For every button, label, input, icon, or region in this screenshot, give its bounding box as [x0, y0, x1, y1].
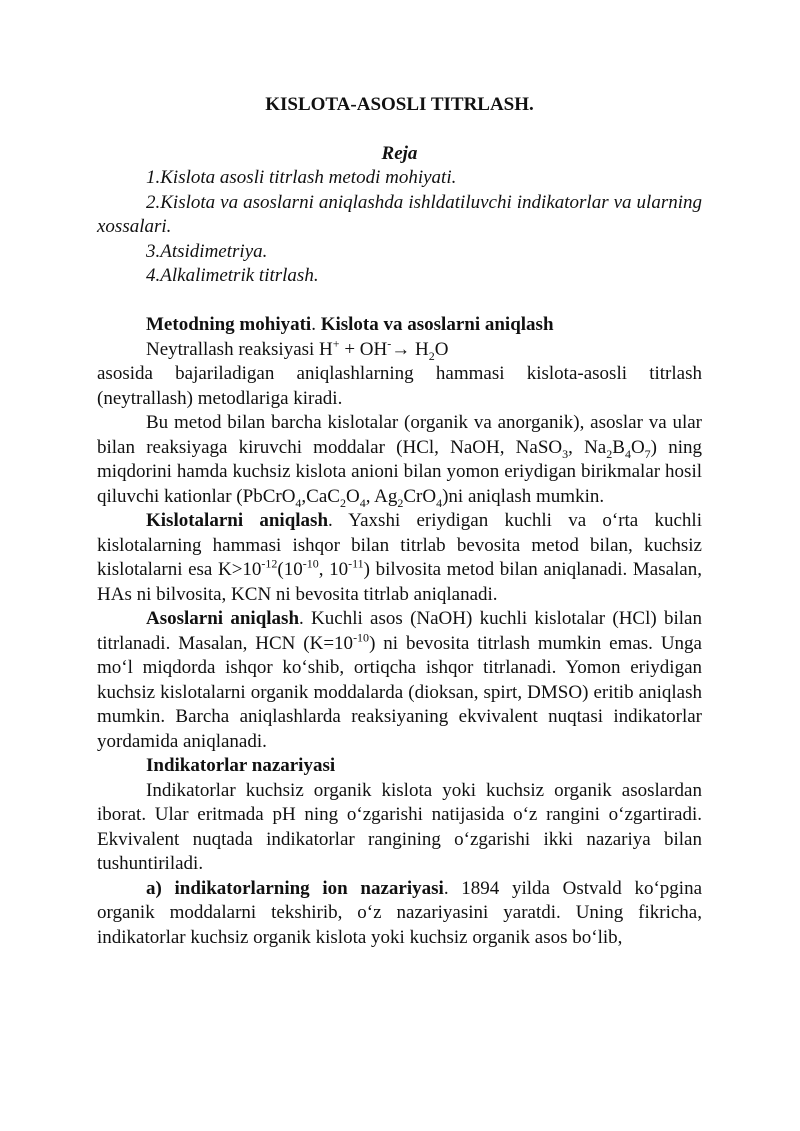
text-run: ) ni bevosita titrlash mumkin emas. Unga mo‘l miqdorda ishqor ko‘shib, ortiqcha ishqor titrlanadi. Yomon eriydigan kuchsiz kislotalarni organik moddalarda (dioksan, spirt, DMSO) eritib aniqlash mumkin. Barcha aniqlashlarda reaksiyaning ekvivalent nuqtasi indikatorlar yordamida aniqlanadi. [97, 632, 702, 752]
superscript: -11 [348, 556, 364, 571]
subscript: 2 [606, 446, 613, 461]
text-run: + OH [339, 338, 388, 360]
document-title: KISLOTA-ASOSLI TITRLASH. [265, 94, 534, 115]
heading-part: Metodning mohiyati [146, 314, 312, 335]
document-page [97, 93, 702, 950]
text-run: . 1894 yilda Ostvald ko‘pgina organik moddalarni tekshirib, o‘z nazariyasini yaratdi. Uning fikricha, indikatorlar kuchsiz organik kislota yoki kuchsiz organik asos bo‘lib, [97, 877, 703, 948]
superscript: -10 [353, 630, 370, 645]
section-heading-method [97, 313, 702, 338]
subscript: 4 [295, 495, 302, 510]
subscript: 2 [397, 495, 404, 510]
plan-heading: Reja [381, 142, 418, 164]
heading-part: Kislota va asoslarni aniqlash [320, 314, 554, 335]
text-run: O [345, 485, 360, 507]
text-run: (10 [277, 559, 303, 580]
plan-item-1: 1.Kislota asosli titrlash metodi mohiyati. [146, 167, 457, 188]
text-run: O [630, 436, 645, 458]
text-run: CrO [403, 485, 437, 507]
inline-heading: Kislotalarni aniqlash [146, 510, 329, 531]
reaction-line [97, 338, 702, 363]
plan-item-4: 4.Alkalimetrik titrlash. [146, 265, 319, 286]
paragraph [97, 411, 702, 509]
superscript: - [387, 336, 392, 351]
text-run: B [612, 436, 625, 458]
superscript: -12 [261, 556, 278, 571]
paragraph [97, 607, 702, 754]
text-run: . Kuchli asos (NaOH) kuchli kislotalar (HCl) bilan titrlanadi. Masalan, HCN (K=10 [97, 608, 702, 654]
subscript: 7 [644, 446, 651, 461]
text-run: ,CaC [301, 485, 340, 507]
plan-item-3: 3.Atsidimetriya. [146, 240, 268, 262]
spacer [97, 289, 702, 314]
superscript: + [332, 336, 340, 351]
inline-heading: Asoslarni aniqlash [146, 608, 300, 629]
subscript: 3 [562, 446, 569, 461]
subscript: 2 [428, 348, 435, 363]
text-run: ) bilvosita metod bilan aniqlanadi. Masalan, HAs ni bilvosita, KCN ni bevosita titrlab aniqlanadi. [97, 559, 702, 605]
paragraph: asosida bajariladigan aniqlashlarning hammasi kislota-asosli titrlash (neytrallash) metodlariga kiradi. [97, 363, 702, 409]
text-run: , 10 [318, 559, 349, 580]
inline-heading: a) indikatorlarning ion nazariyasi [146, 877, 444, 899]
plan-item-2: 2.Kislota va asoslarni aniqlashda ishldatiluvchi indikatorlar va ularning xossalari. [97, 191, 702, 237]
text-run: , Na [568, 436, 607, 458]
text-run: )ni aniqlash mumkin. [442, 485, 605, 507]
heading-separator: . [311, 314, 321, 335]
text-run: O [434, 338, 449, 360]
text-run: . Yaxshi eriydigan kuchli va o‘rta kuchli kislotalarning hammasi ishqor bilan titrlab bevosita metod bilan, kuchsiz kislotalarni esa K>10 [97, 510, 702, 580]
subscript: 4 [436, 495, 443, 510]
text-run: Neytrallash reaksiyasi H [146, 338, 333, 360]
subscript: 2 [339, 495, 346, 510]
paragraph [97, 509, 702, 607]
paragraph [97, 877, 702, 951]
section-heading-indicators: Indikatorlar nazariyasi [146, 755, 336, 776]
text-run: , Ag [365, 485, 398, 507]
text-run: Bu metod bilan barcha kislotalar (organik va anorganik), asoslar va ular bilan reaksiyaga kiruvchi moddalar (HCl, NaOH, NaSO [97, 412, 702, 458]
subscript: 4 [359, 495, 366, 510]
paragraph: Indikatorlar kuchsiz organik kislota yoki kuchsiz organik asoslardan iborat. Ular eritmada pH ning o‘zgarishi natijasida o‘z rangini o‘zgartiradi. Ekvivalent nuqtada indikatorlar rangining o‘zgarishi ikki nazariya bilan tushuntiriladi. [97, 779, 702, 874]
subscript: 4 [624, 446, 631, 461]
text-run: → H [391, 338, 429, 360]
superscript: -10 [302, 556, 319, 571]
text-run: ) ning miqdorini hamda kuchsiz kislota anioni bilan yomon eriydigan birikmalar hosil qiluvchi kationlar (PbCrO [97, 436, 702, 507]
